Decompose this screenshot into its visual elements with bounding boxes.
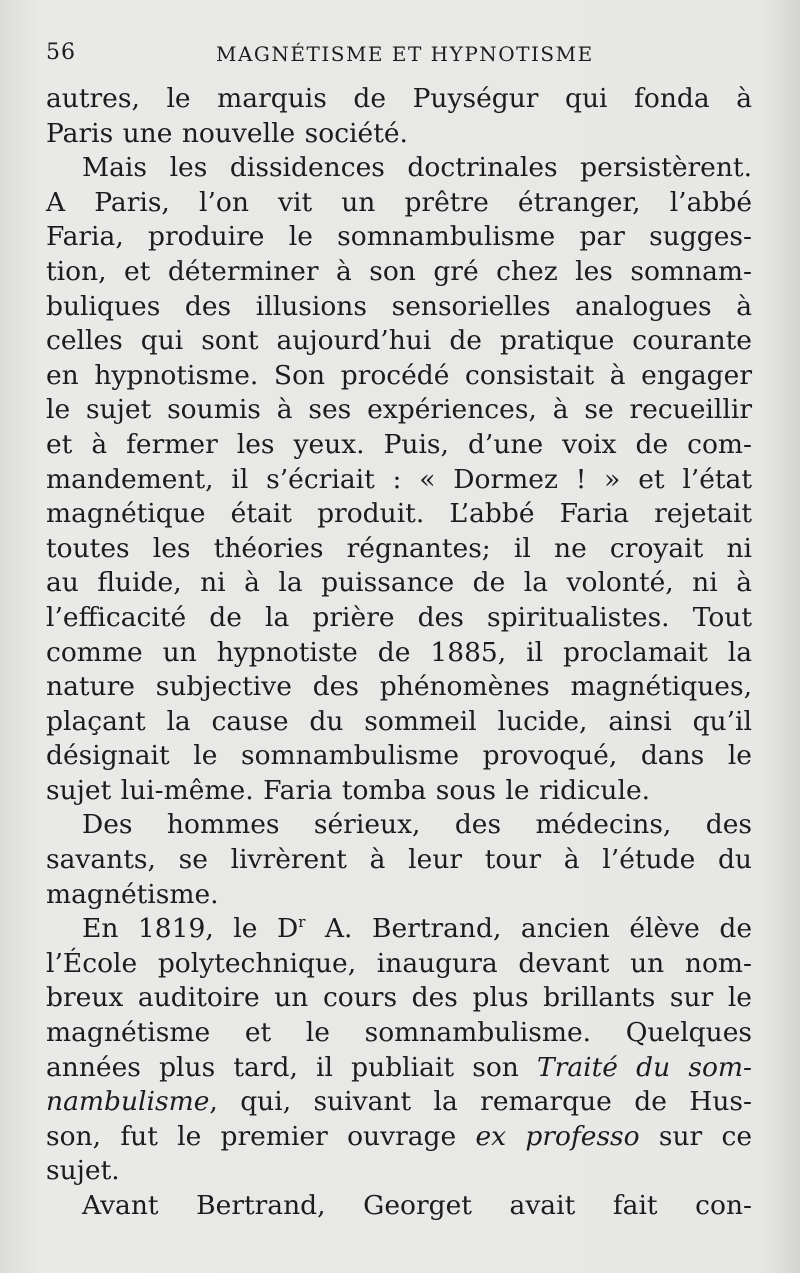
text-line: toutes les théories régnantes; il ne croyait ni [46, 532, 752, 564]
text-line: En 1819, le $D^r$ A. Bertrand, ancien élève de [82, 913, 753, 945]
text-line: l’École polytechnique, inaugura devant un nom- [46, 947, 752, 979]
page-header [46, 40, 756, 70]
text-line: désignait le somnambulisme provoqué, dans le [46, 740, 752, 772]
text-line: nambulisme, qui, suivant la remarque de Hus- [46, 1086, 752, 1118]
text-line: tion, et déterminer à son gré chez les somnam- [46, 255, 752, 287]
text-line: Avant Bertrand, Georget avait fait con- [82, 1190, 752, 1221]
text-line: comme un hypnotiste de 1885, il proclamait la [46, 636, 752, 668]
text-line: mandement, il s’écriait : « Dormez ! » et l’état [46, 463, 752, 495]
text-line: buliques des illusions sensorielles analogues à [46, 290, 752, 322]
text-line: breux auditoire un cours des plus brillants sur le [46, 982, 752, 1014]
text-line: magnétique était produit. L’abbé Faria rejetait [46, 498, 752, 530]
text-line: magnétisme et le somnambulisme. Quelques [46, 1017, 752, 1049]
text-line: au fluide, ni à la puissance de la volonté, ni à [46, 567, 752, 599]
page-number: 56 [46, 40, 76, 65]
text-line: le sujet soumis à ses expériences, à se recueillir [46, 394, 752, 426]
text-line: années plus tard, il publiait son Traité du som- [46, 1051, 752, 1083]
book-title-italic: nambulisme [46, 1086, 210, 1118]
body-text [46, 82, 752, 1224]
text-line: l’efficacité de la prière des spiritualistes. Tout [46, 601, 752, 633]
text-line: Mais les dissidences doctrinales persistèrent. [82, 152, 752, 184]
text-line: son, fut le premier ouvrage ex professo sur ce [46, 1120, 753, 1152]
text-line: sujet. [46, 1155, 120, 1187]
book-title-italic: Traité du som- [537, 1051, 752, 1083]
text-line: celles qui sont aujourd’hui de pratique courante [46, 325, 752, 357]
text-line: magnétisme. [46, 878, 219, 910]
text-line: autres, le marquis de Puységur qui fonda à [46, 83, 752, 114]
text-line: nature subjective des phénomènes magnétiques, [46, 671, 752, 703]
text-line: sujet lui-même. Faria tomba sous le ridicule. [46, 774, 651, 806]
latin-phrase-italic: ex professo [475, 1120, 640, 1152]
text-line: plaçant la cause du sommeil lucide, ainsi qu’il [46, 705, 752, 737]
text-lines [46, 82, 752, 912]
text-line: A Paris, l’on vit un prêtre étranger, l’abbé [46, 186, 752, 218]
text-line: savants, se livrèrent à leur tour à l’étude du [46, 844, 752, 876]
text-line: et à fermer les yeux. Puis, d’une voix de com- [46, 428, 752, 460]
text-line: Paris une nouvelle société. [46, 117, 408, 149]
text-line: Faria, produire le somnambulisme par sugges- [46, 221, 752, 253]
text-line: en hypnotisme. Son procédé consistait à engager [46, 359, 752, 391]
running-title: MAGNÉTISME ET HYPNOTISME [216, 42, 594, 66]
text-line: Des hommes sérieux, des médecins, des [82, 809, 752, 841]
